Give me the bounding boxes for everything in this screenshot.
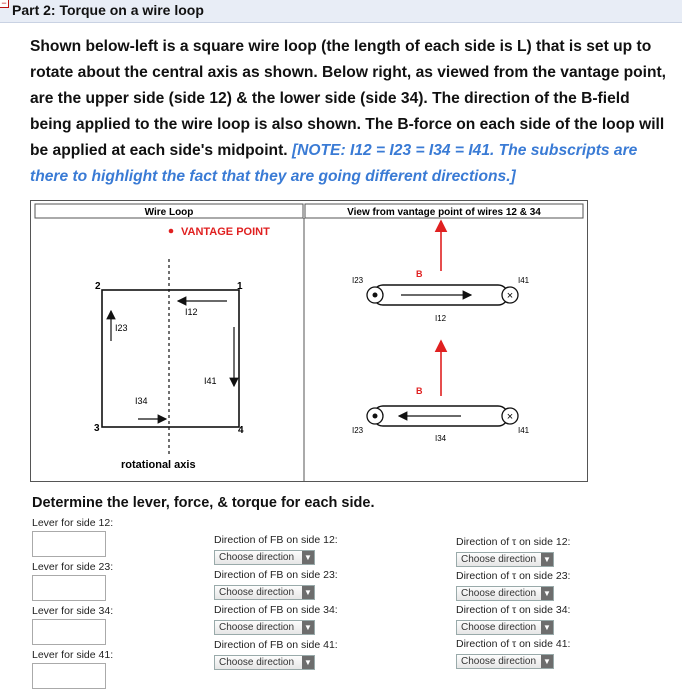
force-23-label: Direction of FB on side 23: (214, 569, 338, 581)
force-41-select[interactable] (214, 655, 315, 670)
force-41-label: Direction of FB on side 41: (214, 639, 338, 651)
i23-label: I23 (115, 323, 128, 333)
lever-41-input[interactable] (32, 663, 106, 689)
torque-23-select[interactable] (456, 586, 554, 601)
chevron-down-icon: ▼ (302, 551, 314, 564)
torque-23-label: Direction of τ on side 23: (456, 570, 571, 582)
i41-view-label-top: I41 (518, 276, 530, 285)
torque-12-label: Direction of τ on side 12: (456, 536, 571, 548)
chevron-down-icon: ▼ (541, 553, 553, 566)
question-heading: Determine the lever, force, & torque for each side. (32, 495, 375, 511)
i34-view-label: I34 (435, 434, 447, 443)
corner-3: 3 (94, 423, 100, 434)
lever-41-label: Lever for side 41: (32, 649, 114, 661)
wire-loop (102, 290, 239, 427)
torque-34-select-text: Choose direction (461, 622, 537, 633)
force-23-select-text: Choose direction (219, 587, 295, 598)
vantage-point-dot (169, 229, 174, 234)
force-12-select-text: Choose direction (219, 552, 295, 563)
bfield-label-bottom: B (416, 386, 423, 396)
i41-view-label-bottom: I41 (518, 426, 530, 435)
force-12-label: Direction of FB on side 12: (214, 534, 338, 546)
i23-view-label-top: I23 (352, 276, 364, 285)
i12-label: I12 (185, 307, 198, 317)
problem-statement (30, 34, 670, 190)
lever-12-label: Lever for side 12: (32, 517, 114, 529)
torque-41-label: Direction of τ on side 41: (456, 638, 571, 650)
i23-view-label-bottom: I23 (352, 426, 364, 435)
force-23-select[interactable] (214, 585, 315, 600)
force-34-select[interactable] (214, 620, 315, 635)
force-34-select-text: Choose direction (219, 622, 295, 633)
chevron-down-icon: ▼ (541, 587, 553, 600)
torque-41-select[interactable] (456, 654, 554, 669)
out-of-page-dot-bottom (373, 414, 378, 419)
collapse-toggle[interactable]: − (0, 0, 9, 8)
torque-23-select-text: Choose direction (461, 588, 537, 599)
chevron-down-icon: ▼ (302, 656, 314, 669)
axis-label: rotational axis (121, 459, 196, 471)
out-of-page-dot-top (373, 293, 378, 298)
svg-text:×: × (506, 411, 514, 423)
figure-panel (30, 200, 588, 482)
lever-12-input[interactable] (32, 531, 106, 557)
chevron-down-icon: ▼ (541, 655, 553, 668)
problem-note: [NOTE: I12 = I23 = I34 = I41. The subscripts are there to highlight the fact that they are going different directions.] (30, 142, 638, 185)
i12-view-label: I12 (435, 314, 447, 323)
right-title: View from vantage point of wires 12 & 34 (347, 207, 541, 218)
chevron-down-icon: ▼ (302, 586, 314, 599)
torque-34-label: Direction of τ on side 34: (456, 604, 571, 616)
lever-34-input[interactable] (32, 619, 106, 645)
figure-svg (31, 201, 587, 481)
force-12-select[interactable] (214, 550, 315, 565)
chevron-down-icon: ▼ (541, 621, 553, 634)
torque-12-select-text: Choose direction (461, 554, 537, 565)
torque-41-select-text: Choose direction (461, 656, 537, 667)
torque-34-select[interactable] (456, 620, 554, 635)
i41-label: I41 (204, 376, 217, 386)
force-41-select-text: Choose direction (219, 657, 295, 668)
lever-23-input[interactable] (32, 575, 106, 601)
lever-23-label: Lever for side 23: (32, 561, 114, 573)
left-title: Wire Loop (144, 207, 194, 218)
svg-text:×: × (506, 290, 514, 302)
lever-34-label: Lever for side 34: (32, 605, 114, 617)
vantage-point-label: VANTAGE POINT (181, 226, 270, 238)
bfield-label-top: B (416, 269, 423, 279)
corner-1: 1 (237, 281, 243, 292)
torque-12-select[interactable] (456, 552, 554, 567)
force-34-label: Direction of FB on side 34: (214, 604, 338, 616)
corner-4: 4 (238, 425, 244, 436)
i34-label: I34 (135, 396, 148, 406)
corner-2: 2 (95, 281, 101, 292)
chevron-down-icon: ▼ (302, 621, 314, 634)
section-title: Part 2: Torque on a wire loop (12, 2, 204, 18)
problem-text: Shown below-left is a square wire loop (the length of each side is L) that is set up to rotate about the central axis as shown. Below right, as viewed from the vantage point, are the upper side (side 12) & the lower side (side 34). The direction of the B-field being applied to the wire loop is also shown. The B-force on each side of the loop will be applied at each side's midpoint. (30, 38, 667, 159)
section-header (0, 0, 682, 23)
